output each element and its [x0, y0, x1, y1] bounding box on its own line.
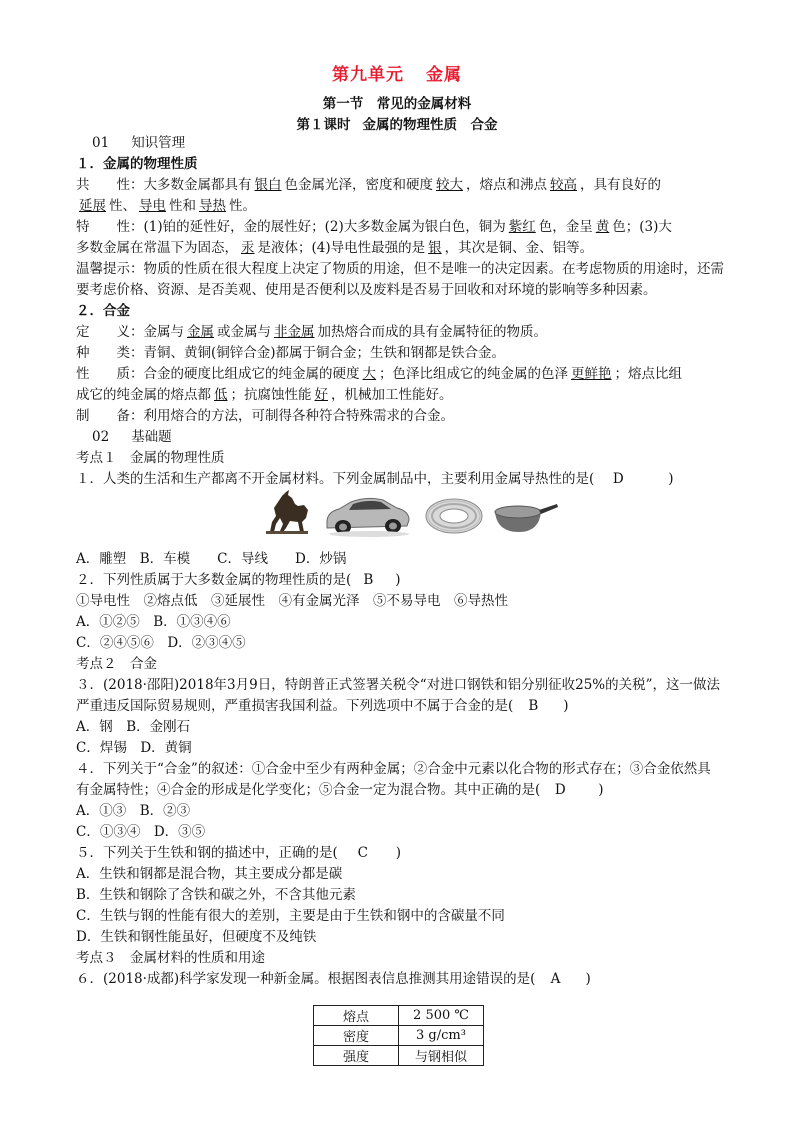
section-title: 第一节 常见的金属材料 — [322, 96, 472, 112]
alloy-preparation: 制 备：利用熔合的方法，可制得各种符合特殊需求的合金。 — [76, 408, 454, 424]
tip-line1: 温馨提示：物质的性质在很大程度上决定了物质的用途，但不是唯一的决定因素。在考虑物质的用途时，还需 — [76, 261, 724, 277]
q4-options-cd: C．①③④ D．③⑤ — [76, 824, 206, 840]
alloy-definition: 定 义：金属与 金属 或金属与 非金属 加热熔合而成的具有金属特征的物质。 — [76, 324, 547, 340]
lesson-topic: 金属的物理性质 合金 — [362, 117, 498, 133]
kp2-title: 考点２ 合金 — [76, 656, 157, 672]
q5-option-c: C．生铁与钢的性能有很大的差别，主要是由于生铁和钢中的含碳量不同 — [76, 908, 505, 924]
unit-title-main: 第九单元 — [332, 65, 404, 85]
q6-answer: A — [550, 971, 561, 987]
q4-options-ab: A．①③ B．②③ — [76, 803, 191, 819]
q5-option-b: B．生铁和钢除了含铁和碳之外，不含其他元素 — [76, 887, 356, 903]
tip-line2: 要考虑价格、资源、是否美观、使用是否便利以及废料是否易于回收和对环境的影响等多种因素。 — [76, 282, 657, 298]
frying-pan-image — [493, 500, 559, 536]
q3-stem-line2: 严重违反国际贸易规则，严重损害我国利益。下列选项中不属于合金的是( B ) — [76, 698, 569, 714]
special-properties-line2: 多数金属在常温下为固态， 汞 是液体；(4)导电性最强的是 银 ，其次是铜、金、铝等。 — [76, 240, 594, 256]
common-properties-line2: 延展 性、 导电 性和 导热 性。 — [79, 198, 256, 214]
q2-options-cd: C．②④⑤⑥ D．②③④⑤ — [76, 635, 246, 651]
q3-options-ab: A．钢 B．金刚石 — [76, 719, 191, 735]
wire-coil-image — [423, 496, 485, 536]
lesson-title — [0, 113, 794, 133]
table-key: 熔点 — [314, 1006, 399, 1026]
q6-stem: ６．(2018·成都)科学家发现一种新金属。根据图表信息推测其用途错误的是( A ) — [76, 971, 591, 987]
table-key: 密度 — [314, 1026, 399, 1046]
table-value: 2 500 ℃ — [399, 1006, 484, 1026]
table-row — [314, 1006, 484, 1026]
q4-answer: D — [554, 782, 566, 798]
unit-title-sub: 金属 — [426, 65, 462, 85]
table-value: 3 g/cm³ — [399, 1026, 484, 1046]
kp1-title: 考点１ 金属的物理性质 — [76, 450, 225, 466]
q2-options-ab: A．①②⑤ B．①③④⑥ — [76, 614, 231, 630]
q2-items: ①导电性 ②熔点低 ③延展性 ④有金属光泽 ⑤不易导电 ⑥导热性 — [76, 593, 508, 609]
q4-stem-line2: 有金属特性；④合金的形成是化学变化；⑤合金一定为混合物。其中正确的是( D ) — [76, 782, 604, 798]
q5-option-d: D．生铁和钢性能虽好，但硬度不及纯铁 — [76, 929, 317, 945]
q2-answer: B — [363, 572, 374, 588]
q2-stem: ２．下列性质属于大多数金属的物理性质的是( B ) — [76, 572, 401, 588]
q3-answer: B — [528, 698, 539, 714]
alloy-kinds: 种 类：青铜、黄铜(铜锌合金)都属于铜合金；生铁和钢都是铁合金。 — [76, 345, 506, 361]
table-row — [314, 1026, 484, 1046]
basic-heading: 02 基础题 — [92, 429, 172, 445]
alloy-properties-line2: 成它的纯金属的熔点都 低 ；抗腐蚀性能 好 ，机械加工性能好。 — [76, 387, 453, 403]
table-row — [314, 1046, 484, 1066]
s2-title: ２．合金 — [76, 303, 130, 319]
q1-stem: １．人类的生活和生产都离不开金属材料。下列金属制品中，主要利用金属导热性的是( D ) — [76, 471, 674, 487]
table-value: 与钢相似 — [399, 1046, 484, 1066]
q1-answer: D — [612, 471, 624, 487]
q1-options: A．雕塑 B．车模 C．导线 D．炒锅 — [76, 551, 347, 567]
horse-sculpture-image — [262, 488, 312, 534]
alloy-properties-line1: 性 质：合金的硬度比组成它的纯金属的硬度 大 ；色泽比组成它的纯金属的色泽 更鲜艳 ；熔点比组 — [76, 366, 682, 382]
kp3-title: 考点３ 金属材料的性质和用途 — [76, 950, 265, 966]
q5-answer: C — [357, 845, 368, 861]
table-key: 强度 — [314, 1046, 399, 1066]
q5-stem: ５．下列关于生铁和钢的描述中，正确的是( C ) — [76, 845, 402, 861]
q5-option-a: A．生铁和钢都是混合物，其主要成分都是碳 — [76, 866, 343, 882]
metal-properties-table — [313, 1005, 484, 1066]
knowledge-heading: 01 知识管理 — [92, 135, 186, 151]
lesson-number: 第１课时 — [296, 117, 351, 133]
common-properties-line1: 共 性：大多数金属都具有 银白 色金属光泽，密度和硬度 较大 ，熔点和沸点 较高 ，具有良好的 — [76, 177, 661, 193]
car-model-image — [321, 490, 413, 538]
unit-title — [0, 60, 794, 85]
q4-stem-line1: ４．下列关于“合金”的叙述：①合金中至少有两种金属；②合金中元素以化合物的形式存在；③合金依然具 — [76, 761, 711, 777]
special-properties-line1: 特 性：(1)铂的延性好，金的展性好；(2)大多数金属为银白色，铜为 紫红 色，金呈 黄 色；(3)大 — [76, 219, 672, 235]
s1-title: １．金属的物理性质 — [76, 156, 198, 172]
q3-options-cd: C．焊锡 D．黄铜 — [76, 740, 192, 756]
q3-stem-line1: ３．(2018·邵阳)2018年3月9日，特朗普正式签署关税令“对进口钢铁和铝分别征收25%的关税”，这一做法 — [76, 677, 721, 693]
